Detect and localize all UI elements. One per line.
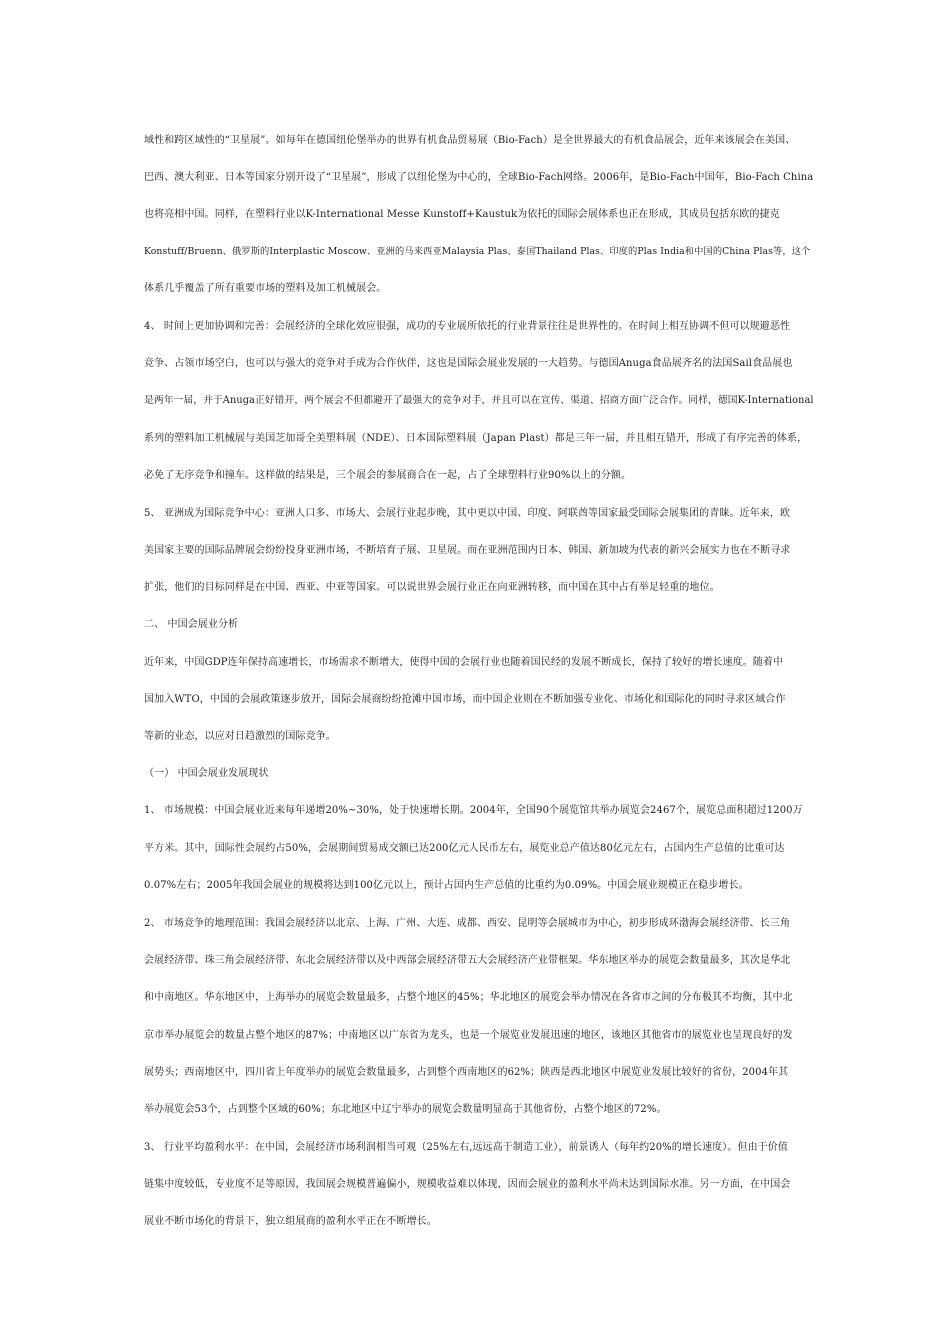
list-item-5: 5、 亚洲成为国际竞争中心：亚洲人口多、市场大、会展行业起步晚，其中更以中国、印度、阿联酋等国家最受国际会展集团的青睐。近年来，欧 <box>144 508 791 519</box>
list-item-4: 4、 时间上更加协调和完善：会展经济的全球化效应很强，成功的专业展所依托的行业背景往往是世界性的。在时间上相互协调不但可以规避恶性 <box>144 321 791 332</box>
text-line: 0.07%左右；2005年我国会展业的规模将达到100亿元以上，预计占国内生产总值的比重约为0.09%。中国会展业规模正在稳步增长。 <box>144 880 749 891</box>
text-line: Konstuff/Bruenn、俄罗斯的Interplastic Moscow、亚洲的马来西亚Malaysia Plas、泰国Thailand Plas、印度的Plas India和中国的China Plas等，这个 <box>144 246 811 257</box>
text-line: 展势头；西南地区中，四川省上年度举办的展览会数量最多，占到整个西南地区的62%；陕西是西北地区中展览业发展比较好的省份，2004年其 <box>144 1067 789 1078</box>
text-line: 是两年一届，并于Anuga正好错开，两个展会不但都避开了最强大的竞争对手，并且可以在宣传、渠道、招商方面广泛合作。同样，德国K-International <box>144 395 814 406</box>
text-line: 必免了无序竞争和撞车。这样做的结果是，三个展会的参展商合在一起，占了全球塑料行业90%以上的分额。 <box>144 470 632 481</box>
text-line: 链集中度较低，专业度不足等原因，我国展会规模普遍偏小，规模收益难以体现，因而会展业的盈利水平尚未达到国际水准。另一方面，在中国会 <box>144 1179 791 1190</box>
text-line: 京市举办展览会的数量占整个地区的87%；中南地区以广东省为龙头，也是一个展览业发展迅速的地区，该地区其他省市的展览业也呈现良好的发 <box>144 1030 793 1041</box>
text-line: 美国家主要的国际品牌展会纷纷投身亚洲市场，不断培育子展、卫星展。而在亚洲范围内日本、韩国、新加坡为代表的新兴会展实力也在不断寻求 <box>144 545 791 556</box>
text-line: 国加入WTO，中国的会展政策逐步放开，国际会展商纷纷抢滩中国市场，而中国企业则在不断加强专业化、市场化和国际化的同时寻求区域合作 <box>144 694 786 705</box>
text-line: 展业不断市场化的背景下，独立组展商的盈利水平正在不断增长。 <box>144 1216 437 1227</box>
text-line: 会展经济带、珠三角会展经济带、东北会展经济带以及中西部会展经济带五大会展经济产业带框架。华东地区举办的展览会数量最多，其次是华北 <box>144 955 791 966</box>
text-line: 和中南地区。华东地区中，上海举办的展览会数量最多，占整个地区的45%；华北地区的展览会举办情况在各省市之间的分布极其不均衡，其中北 <box>144 992 793 1003</box>
section-heading: 二、 中国会展业分析 <box>144 619 239 630</box>
subsection-heading: （一） 中国会展业发展现状 <box>144 768 269 779</box>
text-line: 系列的塑料加工机械展与美国芝加哥全美塑料展（NDE）、日本国际塑料展（Japan Plast）都是三年一届，并且相互错开，形成了有序完善的体系， <box>144 433 808 444</box>
text-line: 等新的业态，以应对日趋激烈的国际竞争。 <box>144 731 336 742</box>
text-line: 举办展览会53个，占到整个区域的60%；东北地区中辽宁举办的展览会数量明显高于其他省份，占整个地区的72%。 <box>144 1104 667 1115</box>
list-item-3: 3、 行业平均盈利水平：在中国，会展经济市场利润相当可观（25%左右,远远高于制造工业），前景诱人（每年约20%的增长速度）。但由于价值 <box>144 1142 788 1153</box>
text-line: 巴西、澳大利亚、日本等国家分别开设了“卫星展”，形成了以纽伦堡为中心的，全球Bio-Fach网络。2006年，是Bio-Fach中国年，Bio-Fach China <box>144 172 814 183</box>
list-item-2: 2、 市场竞争的地理范围：我国会展经济以北京、上海、广州、大连、成都、西安、昆明等会展城市为中心，初步形成环渤海会展经济带、长三角 <box>144 918 791 929</box>
text-line: 域性和跨区域性的“卫星展”。如每年在德国纽伦堡举办的世界有机食品贸易展（Bio-Fach）是全世界最大的有机食品展会，近年来该展会在美国、 <box>144 135 796 146</box>
text-line: 竞争、占领市场空白，也可以与强大的竞争对手成为合作伙伴，这也是国际会展业发展的一大趋势。与德国Anuga食品展齐名的法国Sail食品展也 <box>144 358 793 369</box>
list-item-1: 1、 市场规模：中国会展业近来每年递增20%~30%，处于快速增长期。2004年，全国90个展览馆共举办展览会2467个，展览总面积超过1200万 <box>144 805 803 816</box>
text-line: 平方米。其中，国际性会展约占50%，会展期间贸易成交额已达200亿元人民币左右，展览业总产值达80亿元左右，占国内生产总值的比重可达 <box>144 843 785 854</box>
text-line: 也将亮相中国。同样，在塑料行业以K-International Messe Kunstoff+Kaustuk为依托的国际会展体系也正在形成，其成员包括东欧的捷克 <box>144 209 780 220</box>
text-line: 体系几乎覆盖了所有重要市场的塑料及加工机械展会。 <box>144 283 387 294</box>
text-line: 近年来，中国GDP连年保持高速增长，市场需求不断增大，使得中国的会展行业也随着国民经的发展不断成长，保持了较好的增长速度。随着中 <box>144 657 784 668</box>
text-line: 扩张，他们的目标同样是在中国、西亚、中亚等国家。可以说世界会展行业正在向亚洲转移，而中国在其中占有举足轻重的地位。 <box>144 582 720 593</box>
